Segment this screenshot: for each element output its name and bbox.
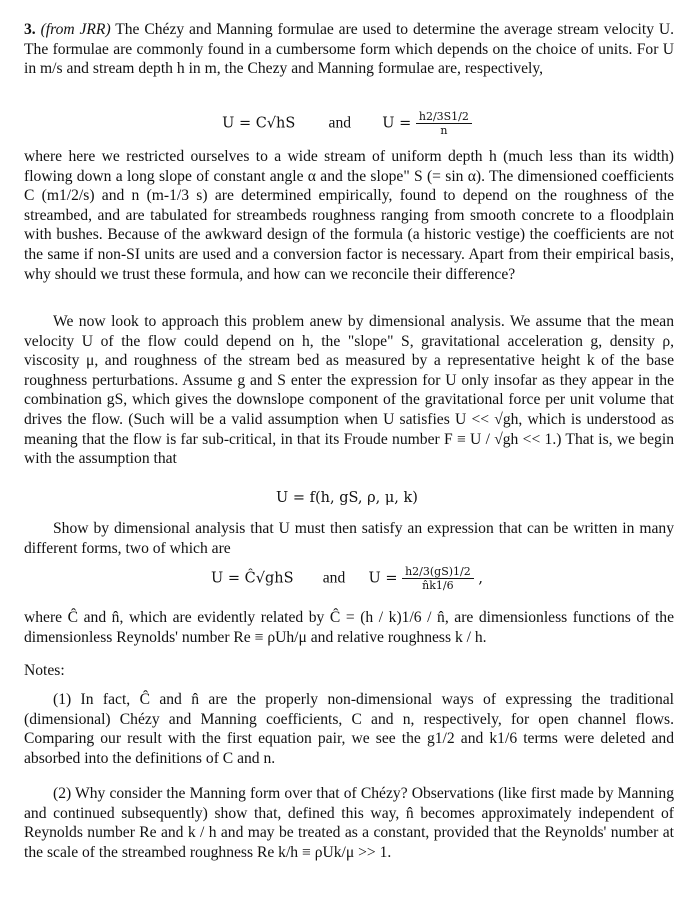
and-word: and: [328, 114, 352, 132]
manning-denominator: n: [440, 124, 448, 137]
problem-intro: [24, 20, 674, 79]
notes-label: Notes:: [24, 662, 65, 679]
paragraph-relation: where Ĉ and n̂, which are evidently related by Ĉ = (h / k)1/6 / n̂, are dimensionless functions of the dimensionless Reynolds' number Re ≡ ρUh/μ and relative roughness k / h.: [24, 609, 674, 646]
problem-attribution: (from JRR): [40, 21, 111, 38]
and-word-2: and: [322, 569, 346, 587]
note-1: (1) In fact, Ĉ and n̂ are the properly non-dimensional ways of expressing the traditional (dimensional) Chézy and Manning coefficients, C and n, respectively, for open channel flows. Comparing our result with the first equation pair, we see the g1/2 and k1/6 terms were deleted and absorbed into the definitions of C and n.: [24, 691, 674, 767]
intro-text: The Chézy and Manning formulae are used to determine the average stream velocity U. The formulae are commonly found in a cumbersome form which depends on the choice of units. For U in m/s and stream depth h in m, the Chezy and Manning formulae are, respectively,: [24, 21, 675, 78]
manning-dimensionless-lhs: U =: [368, 570, 398, 587]
paragraph-show: Show by dimensional analysis that U must then satisfy an expression that can be written in many different forms, two of which are: [24, 520, 674, 557]
chezy-dimensionless: U = Ĉ√ghS: [211, 570, 294, 587]
chezy-formula: U = C√hS: [222, 115, 296, 132]
equation-pair-1: [0, 110, 694, 137]
equation-comma: ,: [478, 570, 483, 587]
equation-functional-form: U = f(h, gS, ρ, μ, k): [276, 490, 418, 506]
paragraph-assumptions: where here we restricted ourselves to a wide stream of uniform depth h (much less than its width) flowing down a long slope of constant angle α and the slope" S (= sin α). The dimensioned coefficients C (m1/2/s) and n (m-1/3 s) are determined empirically, found to depend on the roughness of the streambed, and are tabulated for streambeds roughness ranging from smooth concrete to a floodplain with bushes. Because of the awkward design of the formula (a historic vestige) the coefficients are not the same if non-SI units are used and a conversion factor is necessary. Apart from their empirical basis, why should we trust these formula, and how can we reconcile their difference?: [24, 148, 674, 283]
manning-fraction: [416, 110, 472, 137]
paragraph-dimensional-analysis: We now look to approach this problem anew by dimensional analysis. We assume that the mean velocity U of the flow could depend on h, the "slope" S, gravitational acceleration g, density ρ, viscosity μ, and roughness of the stream bed as measured by a representative height k of the base roughness perturbations. Assume g and S enter the expression for U only insofar as they appear in the combination gS, which gives the downslope component of the gravitational force per unit volume that drives the flow. (Such will be a valid assumption when U satisfies U << √gh, which is understood as meaning that the flow is far sub-critical, in that its Froude number F ≡ U / √gh << 1.) That is, we begin with the assumption that: [24, 313, 674, 468]
manning-numerator: h2/3S1/2: [416, 110, 472, 124]
manning-dimensionless-fraction: [402, 565, 474, 592]
equation-pair-2: [0, 565, 694, 592]
note-2: (2) Why consider the Manning form over that of Chézy? Observations (like first made by Manning and continued subsequently) show that, defined this way, n̂ becomes approximately independent of Reynolds number Re and k / h and may be treated as a constant, provided that the Reynolds' number at the scale of the streambed roughness Re k/h ≡ ρUk/μ >> 1.: [24, 785, 674, 861]
manning-dimensionless-denominator: n̂k1/6: [422, 579, 454, 592]
problem-number: 3.: [24, 21, 36, 38]
manning-lhs: U =: [382, 115, 412, 132]
manning-dimensionless-numerator: h2/3(gS)1/2: [402, 565, 474, 579]
